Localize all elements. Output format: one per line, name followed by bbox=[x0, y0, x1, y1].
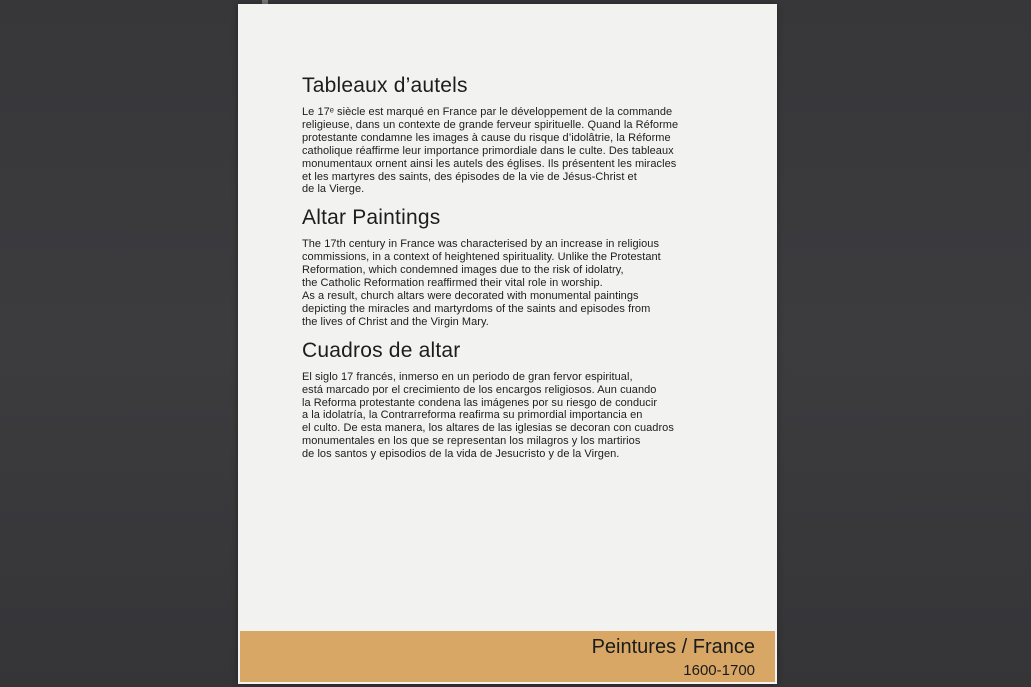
text-line: de los santos y episodios de la vida de Jesucristo y de la Virgen. bbox=[302, 448, 620, 461]
text-line: the Catholic Reformation reaffirmed their vital role in worship. bbox=[302, 277, 603, 290]
paragraph-french bbox=[302, 106, 742, 196]
section-english bbox=[302, 206, 742, 328]
museum-label-panel bbox=[238, 4, 777, 684]
section-title-english: Altar Paintings bbox=[302, 206, 441, 230]
category-band bbox=[240, 631, 775, 682]
text-line: As a result, church altars were decorated with monumental paintings bbox=[302, 289, 639, 302]
text-line: a la idolatría, la Contrarreforma reafirma su primordial importancia en bbox=[302, 409, 643, 422]
text-line: depicting the miracles and martyrdoms of the saints and episodes from bbox=[302, 302, 651, 315]
paragraph-spanish bbox=[302, 371, 742, 461]
section-french bbox=[302, 74, 742, 196]
section-title-spanish: Cuadros de altar bbox=[302, 338, 461, 362]
section-spanish bbox=[302, 339, 742, 461]
date-range-label: 1600-1700 bbox=[683, 662, 755, 679]
category-label: Peintures / France bbox=[591, 636, 755, 658]
text-line: catholique réaffirme leur importance primordiale dans le culte. Des tableaux bbox=[302, 144, 674, 157]
text-line: monumentales en los que se representan los milagros y los martirios bbox=[302, 435, 641, 448]
label-text-block bbox=[302, 74, 742, 471]
text-line: está marcado por el crecimiento de los encargos religiosos. Aun cuando bbox=[302, 383, 657, 396]
text-line: commissions, in a context of heightened spirituality. Unlike the Protestant bbox=[302, 251, 661, 264]
text-line: el culto. De esta manera, los altares de las iglesias se decoran con cuadros bbox=[302, 422, 674, 435]
paragraph-english bbox=[302, 238, 742, 328]
text-line: El siglo 17 francés, inmerso en un periodo de gran fervor espiritual, bbox=[302, 370, 633, 383]
section-title-french: Tableaux d’autels bbox=[302, 74, 468, 97]
text-line: Reformation, which condemned images due to the risk of idolatry, bbox=[302, 264, 624, 277]
text-line: The 17th century in France was characterised by an increase in religious bbox=[302, 238, 660, 251]
text-line: et les martyres des saints, des épisodes de la vie de Jésus-Christ et bbox=[302, 170, 637, 183]
text-line: religieuse, dans un contexte de grande ferveur spirituelle. Quand la Réforme bbox=[302, 118, 679, 131]
text-line: la Reforma protestante condena las imágenes por su riesgo de conducir bbox=[302, 396, 658, 409]
text-line: Le 17ᵉ siècle est marqué en France par le développement de la commande bbox=[302, 106, 673, 118]
text-line: de la Vierge. bbox=[302, 183, 365, 196]
text-line: monumentaux ornent ainsi les autels des églises. Ils présentent les miracles bbox=[302, 157, 677, 170]
text-line: the lives of Christ and the Virgin Mary. bbox=[302, 315, 489, 328]
text-line: protestante condamne les images à cause du risque d’idolâtrie, la Réforme bbox=[302, 131, 671, 144]
